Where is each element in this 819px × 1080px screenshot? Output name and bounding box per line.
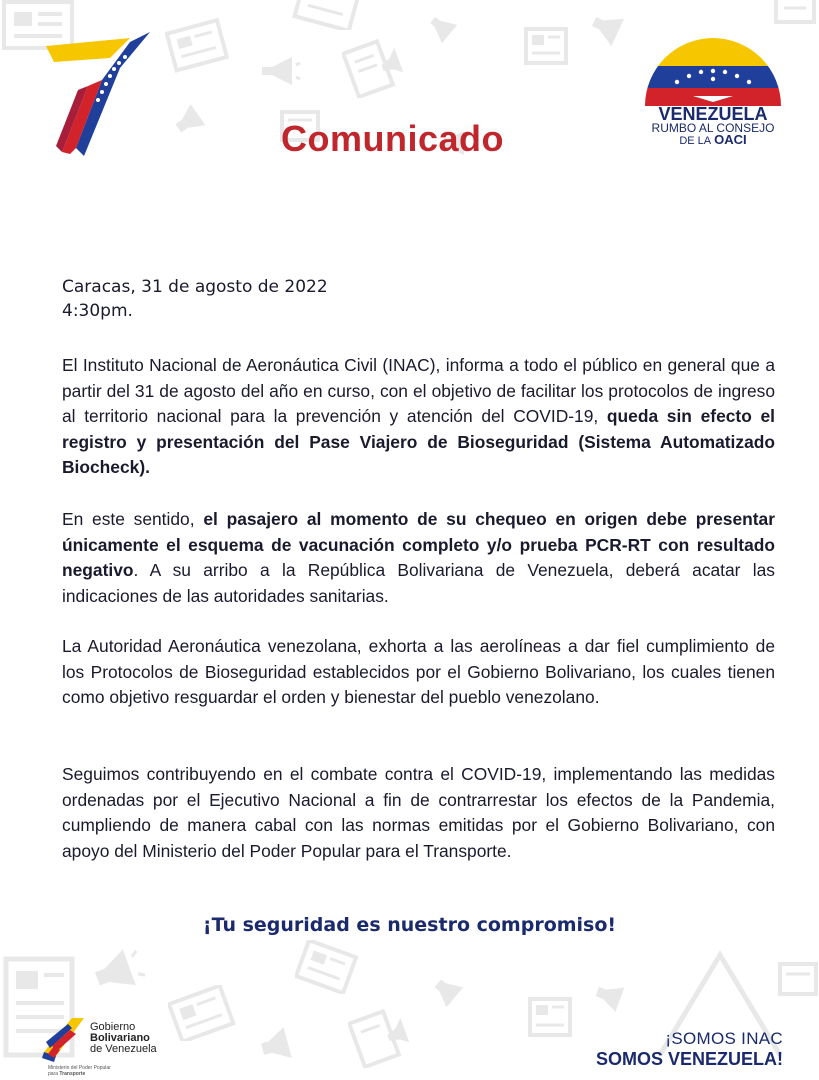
ministry-line1: Ministerio del Poder Popular	[48, 1065, 111, 1071]
oaci-line3-prefix: DE LA	[679, 135, 712, 147]
newspaper-icon	[165, 18, 231, 74]
somos-line1: ¡SOMOS INAC	[665, 1029, 783, 1048]
gov-line2: Bolivariano	[90, 1032, 150, 1044]
oaci-line2: RUMBO AL CONSEJO	[651, 121, 775, 135]
newspaper-icon	[295, 940, 359, 994]
somos-inac-slogan	[596, 1028, 783, 1070]
paragraph-1-bold: queda sin efecto el registro y presentación del Pase Viajero de Bioseguridad (Sistema Automatizado Biocheck).	[62, 406, 775, 478]
document-megaphone-icon	[342, 38, 406, 98]
dateline	[62, 275, 328, 323]
newspaper-icon	[522, 25, 572, 69]
paragraph-2	[62, 507, 775, 609]
newspaper-icon	[770, 0, 819, 28]
megaphone-icon	[425, 12, 459, 46]
document-megaphone-icon	[348, 1008, 412, 1068]
somos-line2: SOMOS VENEZUELA!	[595, 1049, 783, 1069]
oaci-line1: VENEZUELA	[658, 104, 768, 124]
megaphone-icon	[92, 948, 146, 994]
ministry-line2: para	[48, 1071, 59, 1077]
government-logo	[42, 1012, 192, 1078]
place-date: Caracas, 31 de agosto de 2022	[62, 277, 328, 297]
newspaper-icon	[290, 0, 360, 30]
megaphone-icon	[430, 975, 466, 1011]
megaphone-icon	[258, 1025, 298, 1065]
paragraph-2-text-a: En este sentido,	[62, 509, 195, 529]
paragraph-2-text-c: . A su arribo a la República Bolivariana de Venezuela, deberá acatar las indicaciones de las autoridades sanitarias.	[62, 560, 775, 606]
slogan: ¡Tu seguridad es nuestro compromiso!	[202, 914, 617, 936]
time: 4:30pm.	[62, 301, 133, 321]
paragraph-1	[62, 353, 775, 481]
flag-icon	[42, 1012, 86, 1062]
paragraph-4: Seguimos contribuyendo en el combate contra el COVID-19, implementando las medidas ordenadas por el Ejecutivo Nacional a fin de contrarrestar los efectos de la Pandemia, cumpliendo de manera cabal con las normas emitidas por el Gobierno Bolivariano, con apoyo del Ministerio del Poder Popular para el Transporte.	[62, 764, 775, 861]
paragraph-2-bold: el pasajero al momento de su chequeo en origen debe presentar únicamente el esquema de vacunación completo y/o prueba PCR-RT con resultado negativo	[62, 509, 775, 581]
megaphone-icon	[588, 10, 632, 50]
ministry-line3: Transporte	[59, 1071, 86, 1077]
paragraph-1-text: El Instituto Nacional de Aeronáutica Civil (INAC), informa a todo el público en general que a partir del 31 de agosto del año en curso, con el objetivo de facilitar los protocolos de ingreso al territorio nacional para la prevención y atención del COVID-19,	[62, 355, 775, 427]
gov-line1: Gobierno	[90, 1021, 136, 1033]
page-title: Comunicado	[280, 118, 504, 159]
newspaper-icon	[776, 960, 819, 1000]
megaphone-icon	[258, 55, 302, 87]
megaphone-icon	[592, 980, 632, 1016]
newspaper-icon	[526, 995, 576, 1041]
oaci-line3-strong: OACI	[714, 132, 747, 147]
paragraph-3: La Autoridad Aeronáutica venezolana, exhorta a las aerolíneas a dar fiel cumplimiento de los Protocolos de Bioseguridad establecidos por el Gobierno Bolivariano, los cuales tienen como objetivo resguardar el orden y bienestar del pueblo venezolano.	[62, 636, 775, 708]
gov-line3: de Venezuela	[90, 1043, 157, 1055]
